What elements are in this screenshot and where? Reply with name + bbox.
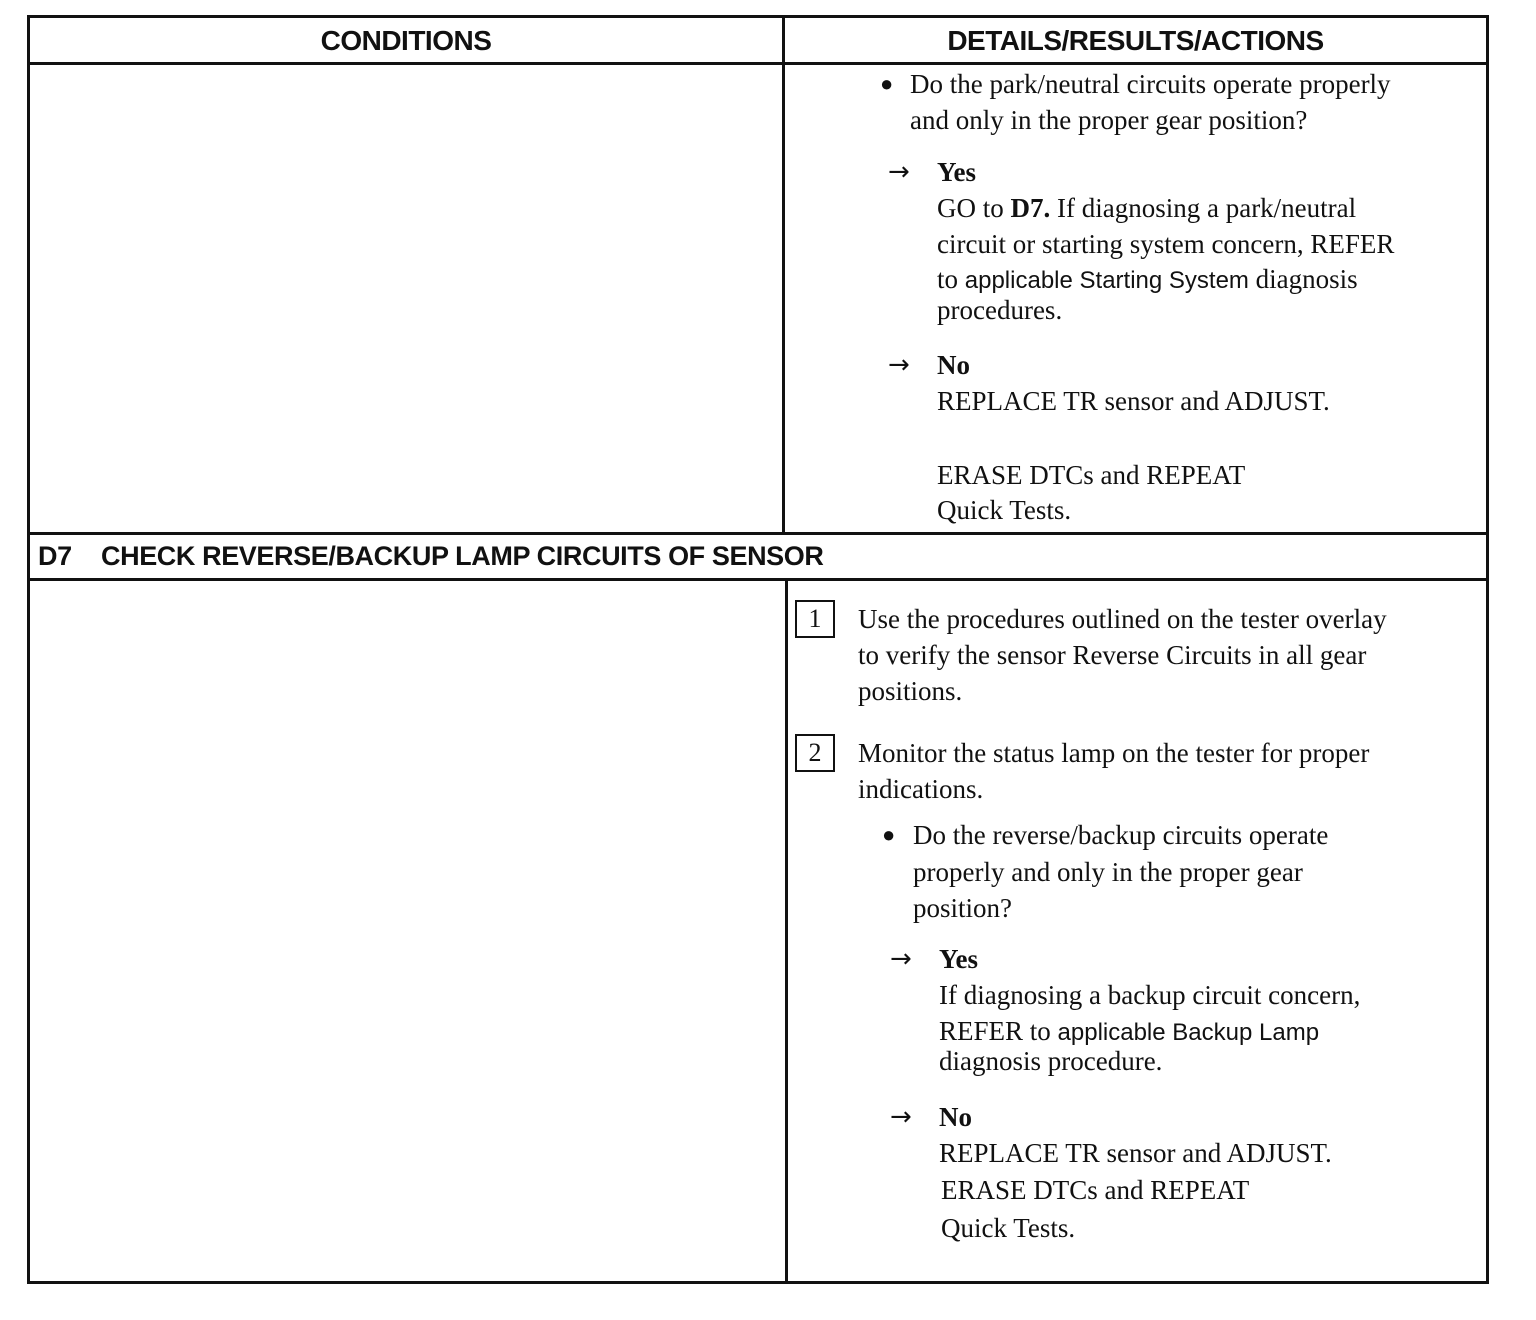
instruction-line: positions. — [858, 676, 963, 706]
step-number-box: 1 — [795, 600, 835, 638]
step-title-text: CHECK REVERSE/BACKUP LAMP CIRCUITS OF SENSOR — [101, 541, 824, 571]
bullet-icon: ● — [882, 822, 896, 847]
no-action-line: REPLACE TR sensor and ADJUST. — [937, 386, 1330, 416]
bullet-icon: ● — [880, 71, 894, 96]
instruction-line: Monitor the status lamp on the tester for proper — [858, 738, 1370, 768]
yes-action-line: diagnosis procedure. — [939, 1046, 1163, 1076]
no-action-line: Quick Tests. — [937, 495, 1072, 525]
no-action-line: Quick Tests. — [941, 1213, 1076, 1243]
reference-text: applicable Starting System — [964, 267, 1249, 294]
arrow-right-icon: → — [890, 944, 912, 974]
no-action-line: REPLACE TR sensor and ADJUST. — [939, 1138, 1332, 1168]
reference-text: applicable Backup Lamp — [1057, 1019, 1320, 1046]
yes-action-line: If diagnosing a backup circuit concern, — [939, 980, 1361, 1010]
yes-action-line: circuit or starting system concern, REFER — [937, 229, 1395, 259]
step-code: D7 — [38, 541, 72, 571]
conditions-header: CONDITIONS — [320, 25, 492, 56]
step-rule-top — [27, 532, 1489, 535]
question-line: properly and only in the proper gear — [913, 857, 1303, 887]
step-reference: D7. — [1010, 193, 1051, 223]
step-number-box: 2 — [795, 734, 835, 772]
details-header: DETAILS/RESULTS/ACTIONS — [947, 25, 1324, 56]
instruction-line: indications. — [858, 774, 984, 804]
instruction-line: to verify the sensor Reverse Circuits in all gear — [858, 640, 1367, 670]
column-divider-bottom — [785, 580, 788, 1284]
no-label: No — [939, 1102, 972, 1132]
yes-action-to: to — [937, 264, 965, 294]
yes-label: Yes — [937, 157, 976, 187]
step-rule-bottom — [27, 578, 1489, 581]
arrow-right-icon: → — [890, 1102, 912, 1132]
yes-action-line — [937, 190, 1356, 226]
header-rule — [27, 62, 1489, 65]
yes-action-rest: diagnosis — [1248, 264, 1358, 294]
instruction-line: Use the procedures outlined on the tester overlay — [858, 604, 1387, 634]
yes-label: Yes — [939, 944, 978, 974]
step-title — [38, 536, 824, 576]
question-line: Do the park/neutral circuits operate properly — [910, 69, 1391, 99]
arrow-right-icon: → — [888, 157, 910, 187]
no-action-line: ERASE DTCs and REPEAT — [937, 460, 1246, 490]
arrow-right-icon: → — [888, 350, 910, 380]
yes-action-line: procedures. — [937, 295, 1063, 325]
question-line: and only in the proper gear position? — [910, 105, 1308, 135]
yes-action-rest: If diagnosing a park/neutral — [1050, 193, 1357, 223]
yes-action-go: GO to — [937, 193, 1011, 223]
column-divider-top — [782, 15, 785, 535]
no-action-line: ERASE DTCs and REPEAT — [941, 1175, 1250, 1205]
question-line: position? — [913, 893, 1012, 923]
yes-action-refer: REFER to — [939, 1016, 1058, 1046]
question-line: Do the reverse/backup circuits operate — [913, 820, 1329, 850]
no-label: No — [937, 350, 970, 380]
